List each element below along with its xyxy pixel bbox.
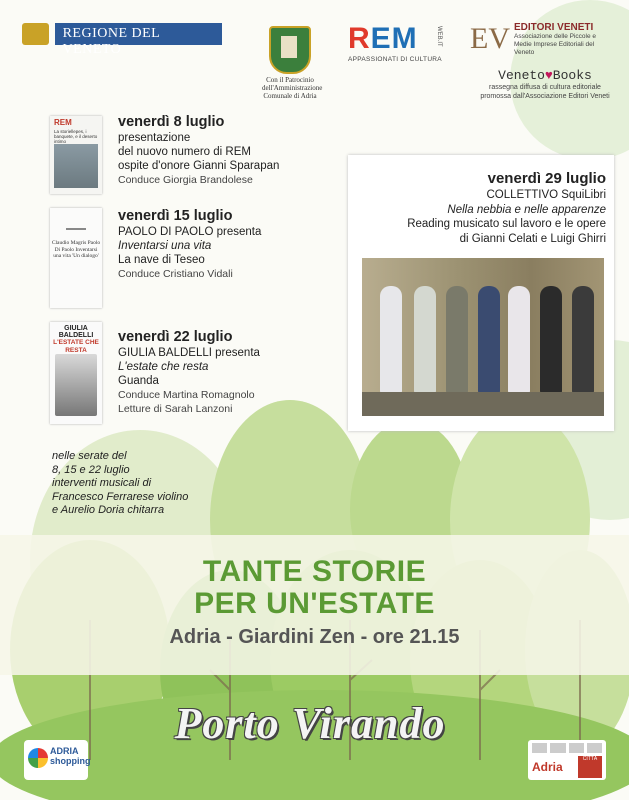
adria-crest [262, 26, 323, 100]
notes-line: Francesco Ferrarese violino [52, 490, 189, 503]
event-3 [118, 329, 260, 416]
event-title: L'estate che resta [118, 361, 209, 373]
rem-logo [348, 24, 448, 63]
event-line: di Gianni Celati e Luigi Ghirri [459, 232, 606, 245]
location-line: Adria - Giardini Zen - ore 21.15 [169, 626, 460, 648]
veneto-books-logo [475, 68, 615, 101]
main-title [0, 556, 629, 620]
event-2 [118, 208, 261, 281]
patrocinio-text: Con il Patrocinio dell'Amministrazione Comunale di Adria [262, 76, 323, 100]
event-line: presentazione [118, 132, 191, 144]
adria-shop-top: ADRIA [50, 746, 79, 756]
vbooks-right: Books [552, 68, 592, 83]
estate-cover-title: L'ESTATE CHE RESTA [53, 339, 99, 354]
event-line: Reading musicato sul lavoro e le opere [407, 218, 606, 230]
event-title: Inventarsi una vita [118, 240, 212, 252]
rem-cover-image [54, 144, 98, 188]
lion-icon [22, 23, 49, 45]
adria-city-logo [528, 740, 606, 780]
estate-cover-image [55, 354, 97, 416]
event-publisher: Guanda [118, 375, 159, 387]
event-1 [118, 114, 279, 187]
inventarsi-cover-text: Claudio Magris Paolo Di Paolo Inventarsi una vita 'Un dialogo' [51, 240, 101, 259]
crest-icon [269, 26, 311, 74]
notes-line: nelle serate del [52, 450, 127, 462]
rem-cover [50, 116, 102, 194]
event-4 [358, 170, 606, 246]
citta-badge: CITTÀ [578, 756, 602, 778]
diver-figure-icon [66, 214, 86, 230]
notes-line: e Aurelio Doria chitarra [52, 504, 165, 516]
event-author: PAOLO DI PAOLO presenta [118, 226, 262, 238]
event-line: ospite d'onore Gianni Sparapan [118, 160, 280, 172]
vbooks-desc: rassegna diffusa di cultura editoriale promossa dall'Associazione Editori Veneti [480, 84, 610, 100]
notes-line: 8, 15 e 22 luglio [52, 463, 130, 476]
editori-veneti-logo [470, 22, 615, 57]
event-line: COLLETTIVO SquiLibri [486, 189, 606, 201]
event-conduce: Conduce Martina Romagnolo [118, 389, 255, 401]
ev-monogram: EV [470, 22, 510, 55]
event-date: venerdì 15 luglio [118, 208, 233, 224]
event-conduce: Conduce Giorgia Brandolese [118, 174, 253, 186]
shopping-icon [28, 748, 48, 768]
estate-cover [50, 322, 102, 424]
regione-label: REGIONE DEL VENETO [55, 23, 222, 45]
event-date: venerdì 29 luglio [487, 170, 606, 187]
event-letture: Letture di Sarah Lanzoni [118, 403, 233, 415]
event-title: Nella nebbia e nelle apparenze [447, 203, 606, 216]
rem-cover-text: La storiellepes, i banquete, e il deserto intimo [54, 129, 98, 144]
squilibri-group-photo [362, 258, 604, 416]
porto-virando-logo: Porto Virando [174, 699, 446, 748]
music-notes [52, 450, 188, 518]
notes-line: interventi musicali di [52, 477, 152, 489]
rem-wordmark: REM [348, 22, 418, 55]
event-date: venerdì 22 luglio [118, 329, 233, 345]
event-conduce: Conduce Cristiano Vidali [118, 268, 233, 280]
regione-veneto-logo [22, 22, 222, 57]
adria-shopping-logo [24, 740, 91, 780]
rem-web: WEB.IT [436, 26, 442, 47]
event-publisher: La nave di Teseo [118, 254, 205, 266]
main-title-line: PER UN'ESTATE [194, 587, 435, 620]
adria-shop-bottom: shopping [50, 756, 91, 766]
event-author: GIULIA BALDELLI presenta [118, 347, 260, 359]
estate-cover-author: GIULIA BALDELLI [58, 325, 94, 339]
main-title-line: TANTE STORIE [202, 555, 427, 588]
editori-name: EDITORI VENETI [514, 22, 594, 33]
partner-icons [532, 743, 602, 753]
editori-desc: Associazione delle Piccole e Medie Imprese Editoriali del Veneto [514, 33, 597, 56]
rem-tagline: APPASSIONATI DI CULTURA [348, 56, 442, 63]
rem-cover-title: REM [54, 118, 72, 127]
adria-wordmark: Adria [532, 760, 563, 774]
heart-icon: ♥ [544, 68, 553, 83]
event-line: del nuovo numero di REM [118, 146, 251, 158]
event-date: venerdì 8 luglio [118, 114, 225, 130]
vbooks-left: Veneto [498, 68, 545, 83]
inventarsi-cover [50, 208, 102, 308]
